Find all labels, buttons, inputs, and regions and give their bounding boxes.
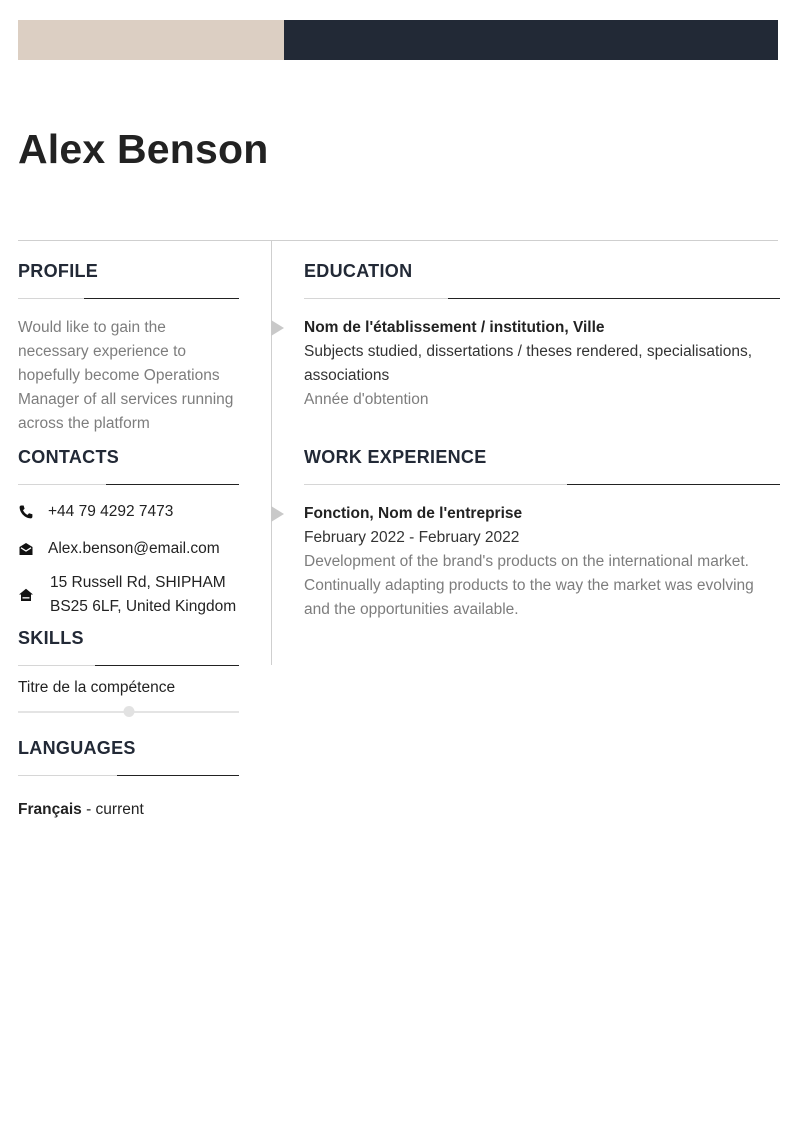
- skill-level-bar: [18, 711, 239, 713]
- languages-heading: LANGUAGES: [18, 738, 136, 758]
- experience-heading: WORK EXPERIENCE: [304, 447, 487, 467]
- header-divider: [18, 240, 778, 241]
- section-rule: [304, 298, 780, 299]
- language-level: current: [95, 801, 144, 818]
- candidate-name: Alex Benson: [18, 126, 269, 172]
- column-divider: [271, 240, 272, 665]
- profile-heading: PROFILE: [18, 261, 99, 281]
- section-rule: [18, 298, 239, 299]
- experience-description: Development of the brand's products on the international market. Continually adapting products to the way the market was evolving and the opportunities available.: [304, 553, 754, 618]
- contact-address-text: 15 Russell Rd, SHIPHAM BS25 6LF, United Kingdom: [50, 574, 237, 615]
- header-banner-dark: [284, 20, 778, 60]
- envelope-icon: [18, 541, 34, 557]
- experience-role: Fonction, Nom de l'entreprise: [304, 505, 523, 522]
- experience-entry: [304, 502, 780, 622]
- education-year: Année d'obtention: [304, 391, 429, 408]
- contact-phone: [18, 495, 239, 529]
- contact-address: [18, 571, 239, 619]
- education-entry: [304, 316, 780, 412]
- profile-text: Would like to gain the necessary experience to hopefully become Operations Manager of all services running across the platform: [18, 319, 234, 432]
- skill-name: Titre de la compétence: [18, 679, 176, 696]
- language-name: Français: [18, 801, 82, 818]
- education-section: [304, 260, 780, 412]
- section-rule: [18, 665, 239, 666]
- education-institution: Nom de l'établissement / institution, Ville: [304, 319, 605, 336]
- education-heading: EDUCATION: [304, 261, 413, 281]
- contact-email-text: Alex.benson@email.com: [48, 540, 220, 557]
- header-banner-accent: [18, 20, 284, 60]
- contacts-list: [18, 495, 239, 619]
- left-column: [18, 260, 239, 820]
- home-icon: [18, 587, 34, 603]
- skills-section: [18, 627, 239, 713]
- phone-icon: [18, 504, 34, 520]
- contacts-heading: CONTACTS: [18, 447, 120, 467]
- entry-marker-icon: [271, 506, 284, 522]
- section-rule: [18, 775, 239, 776]
- right-column: [304, 260, 780, 622]
- profile-section: [18, 260, 239, 436]
- section-rule: [304, 484, 780, 485]
- languages-section: [18, 737, 239, 820]
- section-rule: [18, 484, 239, 485]
- contact-phone-text: +44 79 4292 7473: [48, 503, 174, 520]
- skills-heading: SKILLS: [18, 628, 84, 648]
- entry-marker-icon: [271, 320, 284, 336]
- education-details: Subjects studied, dissertations / theses rendered, specialisations, associations: [304, 343, 753, 384]
- contact-email: [18, 529, 239, 569]
- language-item: Français - current: [18, 801, 144, 818]
- experience-dates: February 2022 - February 2022: [304, 529, 520, 546]
- skill-level-knob: [123, 706, 134, 717]
- experience-section: [304, 446, 780, 622]
- contacts-section: [18, 446, 239, 619]
